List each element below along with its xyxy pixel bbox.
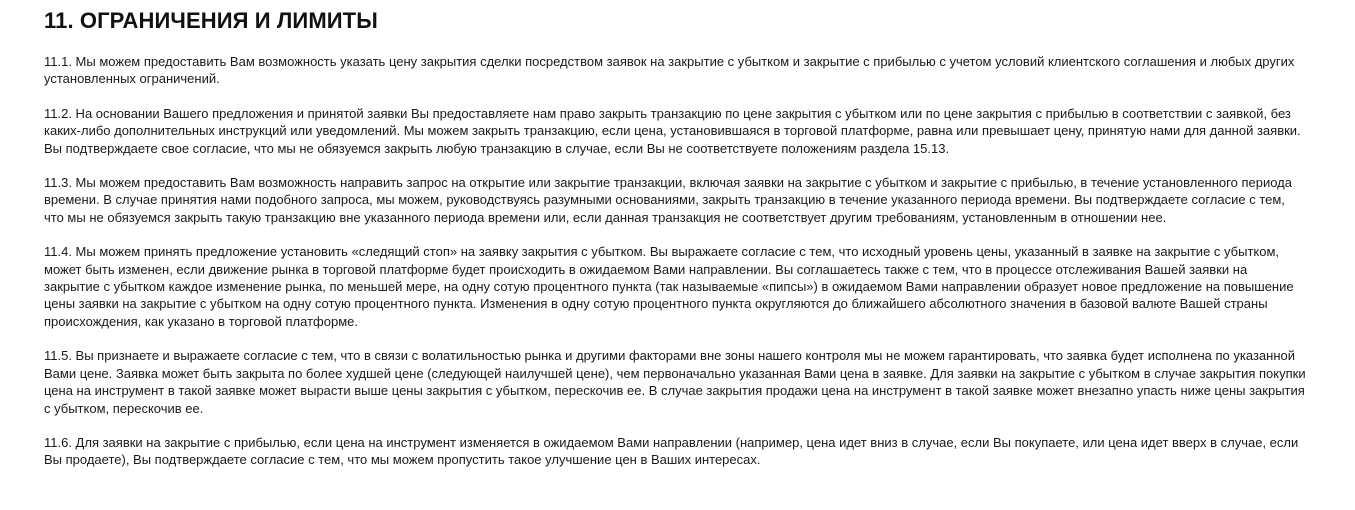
section-title: 11. ОГРАНИЧЕНИЯ И ЛИМИТЫ [44, 8, 378, 33]
paragraph-11-4: 11.4. Мы можем принять предложение установить «следящий стоп» на заявку закрытия с убытком. Вы выражаете согласие с тем, что исходный уровень цены, указанный в заявке на закрытие с убытком, может быть изменен, если движение рынка в торговой платформе будет происходить в ожидаемом Вами направлении. Вы соглашаетесь также с тем, что в процессе отслеживания Вашей заявки на закрытие с убытком каждое изменение рынка, по меньшей мере, на одну сотую процентного пункта (так называемые «пипсы») в ожидаемом Вами направлении образует новое предложение на повышение цены заявки на закрытие с убытком на одну сотую процентного пункта. Изменения в одну сотую процентного пункта округляются до ближайшего абсолютного значения в базовой валюте Вашей страны происхождения, как указано в торговой платформе. [44, 244, 1294, 329]
paragraph-11-3: 11.3. Мы можем предоставить Вам возможность направить запрос на открытие или закрытие транзакции, включая заявки на закрытие с убытком и закрытие с прибылью, в течение установленного периода времени. В случае принятия нами подобного запроса, мы можем, руководствуясь разумными основаниями, закрыть транзакцию в течение указанного периода времени. Вы подтверждаете согласие с тем, что мы не обязуемся закрыть такую транзакцию вне указанного периода времени или, если данная транзакция не соответствует другим требованиям, установленным в отношении нее. [44, 175, 1292, 225]
paragraph-11-1: 11.1. Мы можем предоставить Вам возможность указать цену закрытия сделки посредством заявок на закрытие с убытком и закрытие с прибылью с учетом условий клиентского соглашения и любых других установленных ограничений. [44, 54, 1295, 87]
paragraph-11-5: 11.5. Вы признаете и выражаете согласие с тем, что в связи с волатильностью рынка и другими факторами вне зоны нашего контроля мы не можем гарантировать, что заявка будет исполнена по указанной Вами цене. Заявка может быть закрыта по более худшей цене (следующей наилучшей цене), чем первоначально указанная Вами цена в заявке. Для заявки на закрытие с убытком в случае закрытия покупки цена на инструмент в такой заявке может вырасти выше цены закрытия с убытком, перескочив ее. В случае закрытия продажи цена на инструмент в такой заявке может внезапно упасть ниже цены закрытия с убытком, перескочив ее. [44, 348, 1306, 416]
paragraph-11-6: 11.6. Для заявки на закрытие с прибылью, если цена на инструмент изменяется в ожидаемом Вами направлении (например, цена идет вниз в случае, если Вы покупаете, или цена идет вверх в случае, если Вы продаете), Вы подтверждаете согласие с тем, что мы можем пропустить такое улучшение цен в Ваших интересах. [44, 434, 1299, 468]
paragraph-11-2: 11.2. На основании Вашего предложения и принятой заявки Вы предоставляете нам право закрыть транзакцию по цене закрытия с убытком или по цене закрытия с прибылью в соответствии с заявкой, без каких-либо дополнительных инструкций или уведомлений. Мы можем закрыть транзакцию, если цена, установившаяся в торговой платформе, равна или превышает цену, принятую нами для данной заявки. Вы подтверждаете свое согласие, что мы не обязуемся закрыть любую транзакцию в случае, если Вы не соответствуете положениям раздела 15.13. [44, 105, 1301, 156]
